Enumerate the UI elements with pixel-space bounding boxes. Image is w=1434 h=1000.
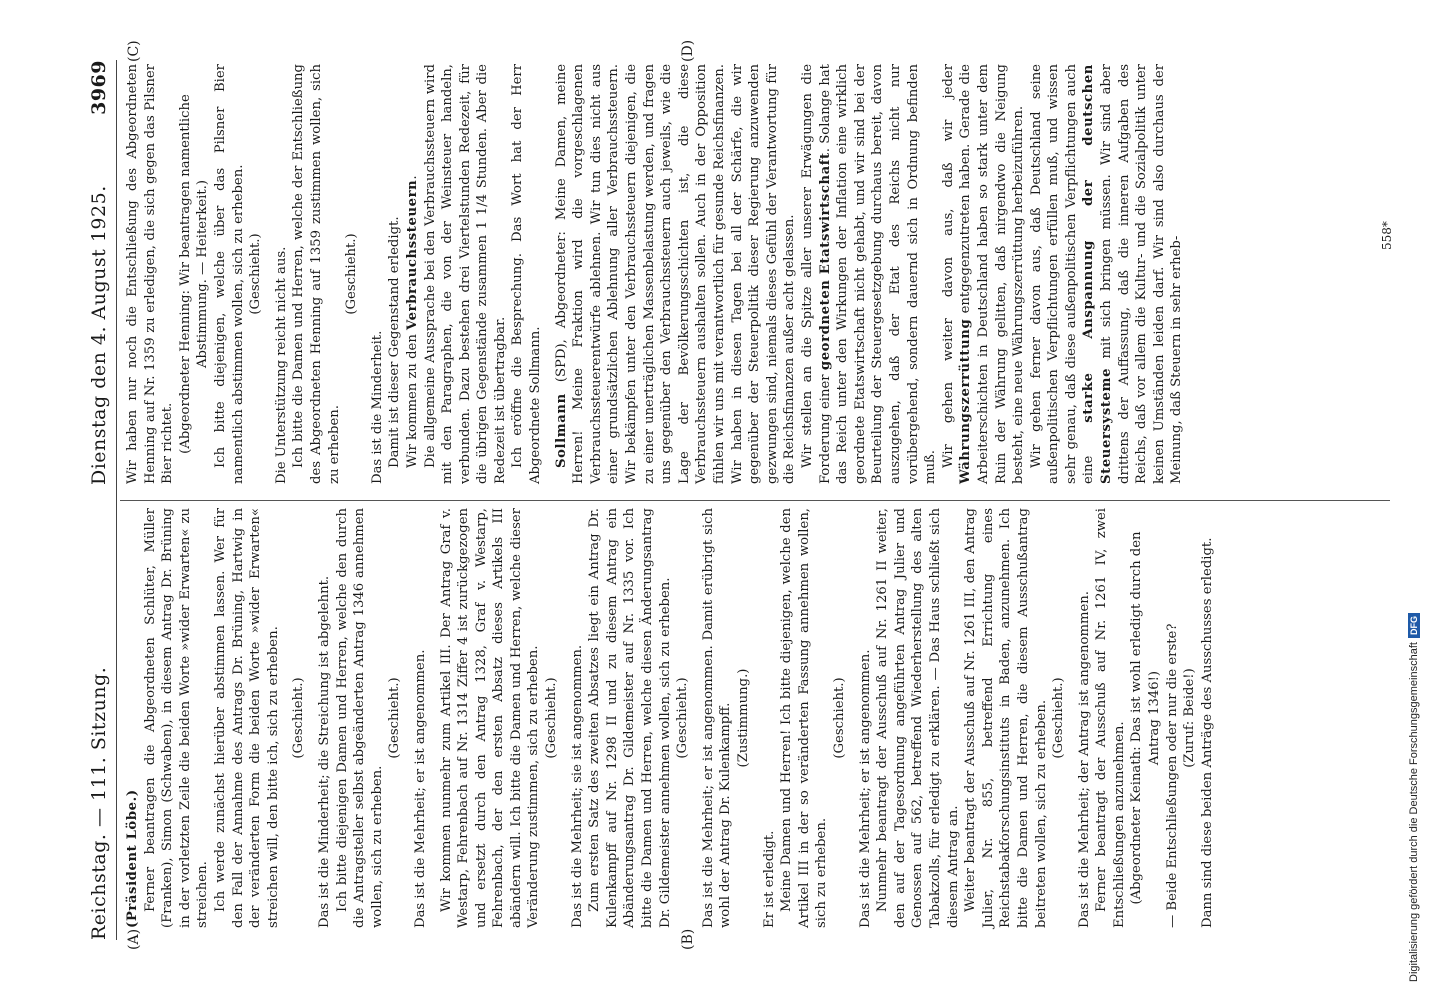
emphasized-term: Verbrauchssteuern bbox=[404, 179, 420, 330]
signature-mark: 558* bbox=[1380, 221, 1394, 250]
paragraph bbox=[509, 64, 544, 484]
paragraph-text: mit sich bringen müssen. Wir sind aber drittens der Auffassung, daß die inneren Aufgaben des Reichs, daß vor allem die Kultur- und die Sozialpolitik unter keinen Umständen leiden darf. Wir sind also durchaus der Meinung, daß Steuern in sehr erheb- bbox=[1099, 64, 1185, 484]
paragraph bbox=[404, 64, 422, 484]
paragraph-text: (Geschieht.) bbox=[544, 677, 560, 759]
paragraph-text: (Geschieht.) bbox=[291, 677, 307, 759]
paragraph bbox=[343, 64, 361, 484]
paragraph bbox=[831, 508, 849, 928]
margin-marker-a: (A) bbox=[126, 928, 142, 950]
paragraph bbox=[247, 64, 265, 484]
paragraph-text: Das ist die Mehrheit; er ist angenommen. Damit erübrigt sich wohl der Antrag Dr. Kulenkampff. bbox=[700, 508, 734, 928]
paragraph-text: Zum ersten Satz des zweiten Absatzes liegt ein Antrag Dr. Kulenkampff auf Nr. 1298 II und zu diesem Antrag ein Abänderungsantrag Dr. Gildemeister auf Nr. 1335 vor. Ich bitte die Damen und Herren, welche diesen Änderungsantrag Dr. Gildemeister annehmen wollen, sich zu erheben. bbox=[587, 508, 673, 928]
paragraph-text: (Geschieht.) bbox=[387, 677, 403, 759]
paragraph bbox=[212, 508, 282, 928]
paragraph-text: Dann sind diese beiden Anträge des Ausschusses erledigt. bbox=[1199, 537, 1215, 928]
digitization-credit bbox=[1404, 0, 1424, 1000]
paragraph-text: Das ist die Mehrheit; er ist angenommen. bbox=[857, 649, 873, 928]
dfg-logo: DFG bbox=[1408, 613, 1420, 638]
paragraph bbox=[290, 64, 343, 484]
paragraph bbox=[1028, 64, 1186, 484]
paragraph bbox=[1128, 508, 1163, 928]
paragraph bbox=[386, 508, 404, 928]
paragraph-text: (Zuruf: Beide!) bbox=[1182, 668, 1198, 768]
paragraph-text: Wir stellen an die Spitze aller unserer Erwägungen die Forderung einer bbox=[799, 64, 833, 484]
paragraph-text: (Geschieht.) bbox=[1051, 677, 1067, 759]
paragraph-text: Wir haben nur noch die Entschließung des Abgeordneten Henning auf Nr. 1359 zu erledigen, die sich gegen das Pilsner Bier richtet. bbox=[125, 64, 176, 484]
paragraph-text: Meine Damen und Herren! Ich bitte diejenigen, welche den Artikel III in der so veränderten Fassung annehmen wollen, sich zu erheben. bbox=[779, 508, 830, 928]
right-text-column bbox=[124, 64, 1186, 484]
paragraph-text: (Geschieht.) bbox=[248, 233, 264, 315]
paragraph bbox=[761, 508, 779, 928]
paragraph bbox=[386, 64, 404, 484]
emphasized-term: Währungszerrüttung bbox=[958, 318, 974, 484]
paragraph-text: Nunmehr beantragt der Ausschuß auf Nr. 1261 II weiter, den auf der Tagesordnung angeführten Antrag Julier und Genossen auf 562, betreffend Wiederherstellung des alten Tabakzolls, für erledigt zu erklären. — Das Haus schließt sich diesem Antrag an. bbox=[875, 508, 961, 928]
credit-text: Digitalisierung gefördert durch die Deutsche Forschungsgemeinschaft bbox=[1408, 642, 1420, 982]
paragraph bbox=[273, 64, 291, 484]
left-text-column bbox=[124, 508, 1216, 928]
header-rule bbox=[116, 60, 117, 940]
paragraph bbox=[1076, 508, 1094, 928]
header-date: Dienstag den 4. August 1925. bbox=[88, 185, 110, 485]
paragraph bbox=[874, 508, 962, 928]
paragraph-text: Das ist die Minderheit. bbox=[369, 330, 385, 484]
paragraph-text: Er ist erledigt. bbox=[761, 830, 777, 928]
emphasized-term: geordneten Etatswirtschaft bbox=[817, 152, 833, 371]
paragraph-text: (SPD), Abgeordneter: Meine Damen, meine Herren! Meine Fraktion wird die vorgeschlagenen Verbrauchssteuerentwürfe ablehnen. Wir tun dies nicht aus einer grundsätzlichen Ablehnung aller Verbrauchssteuern. Wir bekämpfen unter den Verbrauchssteuern diejenigen, die zu einer unerträglichen Massenbelastung werden, und fragen uns gegenüber den Verbrauchssteuern auch jeweils, wie die Lage der Bevölkerungsschichten ist, die diese Verbrauchssteuern aushalten sollen. Auch in der Opposition fühlen wir uns mit verantwortlich für gesunde Reichsfinanzen. Wir haben in diesen Tagen bei all der Schärfe, die wir gegenüber der Steuerpolitik dieser Regierung anzuwenden gezwungen sind, niemals dieses Gefühl der Verantwortung für die Reichsfinanzen außer acht gelassen. bbox=[553, 64, 798, 484]
header-session: Reichstag. — 111. Sitzung. bbox=[88, 666, 110, 940]
paragraph-text: Damit ist dieser Gegenstand erledigt. bbox=[387, 216, 403, 468]
paragraph bbox=[735, 508, 753, 928]
paragraph-text: entgegenzutreten haben. Gerade die Arbeiterschichten in Deutschland haben so stark unter dem Ruin der Währung gelitten, daß nirgendwo die Neigung besteht, eine neue Währungszerrüttung herbeizuführen. bbox=[958, 64, 1027, 484]
paragraph-text: . Solange hat das Reich unter den Wirkungen der Inflation eine wirklich geordnete Etatswirtschaft nicht gehabt, und wir sind bei der Beurteilung der Steuergesetzgebung durchaus bereit, davon auszugehen, daß der Etat des Reichs nicht nur vorübergehend, sondern dauernd sich in Ordnung befinden muß. bbox=[817, 64, 939, 484]
paragraph-text: Ferner beantragt der Ausschuß auf Nr. 1261 IV, zwei Entschließungen anzunehmen. bbox=[1094, 508, 1127, 928]
paragraph-text: Wir gehen ferner davon aus, daß Deutschland seine außenpolitischen Verpflichtungen erfüllen muß, und wissen sehr genau, daß diese außenpolitischen Verpflichtungen auch eine bbox=[1028, 64, 1097, 484]
paragraph bbox=[700, 508, 735, 928]
paragraph-text: Wir gehen weiter davon aus, daß wir jeder bbox=[940, 64, 956, 468]
paragraph-text: (Zustimmung.) bbox=[736, 668, 751, 768]
paragraph bbox=[422, 64, 510, 484]
speaker-label: (Präsident Löbe.) bbox=[125, 789, 140, 928]
paragraph bbox=[1181, 508, 1199, 928]
column-divider bbox=[120, 500, 1390, 501]
paragraph bbox=[586, 508, 674, 928]
paragraph bbox=[857, 508, 875, 928]
paragraph bbox=[1164, 508, 1182, 928]
paragraph bbox=[940, 64, 1028, 484]
page-header bbox=[88, 60, 116, 940]
paragraph bbox=[334, 508, 387, 928]
paragraph-text: Ich werde zunächst hierüber abstimmen lassen. Wer für den Fall der Annahme des Antrags Dr. Brüning, Hartwig in der veränderten Form die beiden Worte »wider Erwarten« streichen will, den bitte ich, sich zu erheben. bbox=[212, 508, 281, 928]
margin-marker-b: (B) bbox=[680, 928, 696, 950]
paragraph bbox=[1093, 508, 1128, 928]
paragraph-text: Ich bitte diejenigen, welche über das Pilsner Bier namentlich abstimmen wollen, sich zu erheben. bbox=[212, 64, 246, 484]
paragraph bbox=[1050, 508, 1068, 928]
page-number: 3969 bbox=[88, 60, 110, 115]
margin-marker-c: (C) bbox=[126, 40, 142, 62]
paragraph-text: . bbox=[404, 175, 420, 180]
paragraph bbox=[177, 64, 212, 484]
paragraph bbox=[412, 508, 430, 928]
paragraph-text: Ich bitte diejenigen Damen und Herren, welche den durch die Antragsteller selbst abgeänderten Antrag 1346 annehmen wollen, sich zu erheben. bbox=[334, 508, 385, 928]
paragraph-text: Ich eröffne die Besprechung. Das Wort hat der Herr Abgeordnete Sollmann. bbox=[510, 64, 544, 484]
paragraph-text: Wir kommen zu den bbox=[404, 329, 420, 468]
paragraph-text: Das ist die Mehrheit; der Antrag ist angenommen. bbox=[1076, 591, 1092, 928]
paragraph-text: Die Unterstützung reicht nicht aus. bbox=[273, 246, 289, 484]
rotated-document-page bbox=[80, 39, 1410, 950]
paragraph-text: Ferner beantragen die Abgeordneten Schlüter, Müller (Franken), Simon (Schwaben), in diesem Antrag Dr. Brüning in der vorletzten Zeile die beiden Worte »wider Erwarten« zu streichen. bbox=[142, 508, 211, 928]
paragraph-text: Das ist die Minderheit; die Streichung ist abgelehnt. bbox=[316, 575, 332, 928]
paragraph-text: — Beide Entschließungen oder nur die erste? bbox=[1164, 623, 1180, 928]
paragraph bbox=[569, 508, 587, 928]
paragraph bbox=[674, 508, 692, 928]
paragraph-text: (Geschieht.) bbox=[344, 233, 360, 315]
paragraph bbox=[369, 64, 387, 484]
paragraph-text: Ich bitte die Damen und Herren, welche der Entschließung des Abgeordneten Henning auf 1359 zustimmen wollen, sich zu erheben. bbox=[291, 64, 342, 484]
emphasized-term: starke Anspannung der deutschen Steuersysteme bbox=[1081, 64, 1115, 484]
paragraph bbox=[124, 64, 177, 484]
paragraph-text: (Abgeordneter Keinath: Das ist wohl erledigt durch den Antrag 1346!) bbox=[1129, 531, 1163, 905]
paragraph-text: Die allgemeine Aussprache bei den Verbrauchssteuern wird mit den Paragraphen, die von der Weinsteuer handeln, verbunden. Dazu bestehen drei Viertelstunden Redezeit, für die übrigen Gegenstände zusammen 1 1/4 Stunden. Aber die Redezeit ist übertragbar. bbox=[422, 64, 508, 484]
paragraph-text: (Geschieht.) bbox=[831, 677, 847, 759]
paragraph bbox=[553, 64, 799, 484]
paragraph bbox=[543, 508, 561, 928]
paragraph-text: Das ist die Mehrheit; sie ist angenommen. bbox=[569, 644, 585, 928]
paragraph bbox=[1199, 508, 1217, 928]
paragraph-text: Das ist die Mehrheit; er ist angenommen. bbox=[412, 649, 428, 928]
margin-marker-d: (D) bbox=[680, 39, 696, 62]
paragraph-text: Wir kommen nunmehr zum Artikel III. Der Antrag Graf v. Westarp, Fehrenbach auf Nr. 1314 Ziffer 4 ist zurückgezogen und ersetzt durch den Antrag 1328, Graf v. Westarp, Fehrenbach, der den ersten Absatz dieses Artikels III abändern will. Ich bitte die Damen und Herren, welche dieser Veränderung zustimmen, sich zu erheben. bbox=[438, 508, 542, 928]
paragraph bbox=[778, 508, 831, 928]
paragraph bbox=[290, 508, 308, 928]
paragraph bbox=[316, 508, 334, 928]
paragraph bbox=[212, 64, 247, 484]
paragraph bbox=[962, 508, 1050, 928]
emphasized-term: Sollmann bbox=[553, 393, 569, 468]
paragraph bbox=[124, 508, 142, 928]
paragraph bbox=[799, 64, 940, 484]
paragraph-text: Weiter beantragt der Ausschuß auf Nr. 1261 III, den Antrag Julier, Nr. 855, betreffend Errichtung eines Reichstabakforschungsinstituts in Baden, anzunehmen. Ich bitte die Damen und Herren, die diesem Ausschußantrag beitreten wollen, sich zu erheben. bbox=[963, 508, 1049, 928]
paragraph bbox=[142, 508, 212, 928]
paragraph bbox=[438, 508, 544, 928]
paragraph-text: (Abgeordneter Henning: Wir beantragen namentliche Abstimmung. — Heiterkeit.) bbox=[177, 94, 211, 454]
paragraph-text: (Geschieht.) bbox=[675, 677, 691, 759]
